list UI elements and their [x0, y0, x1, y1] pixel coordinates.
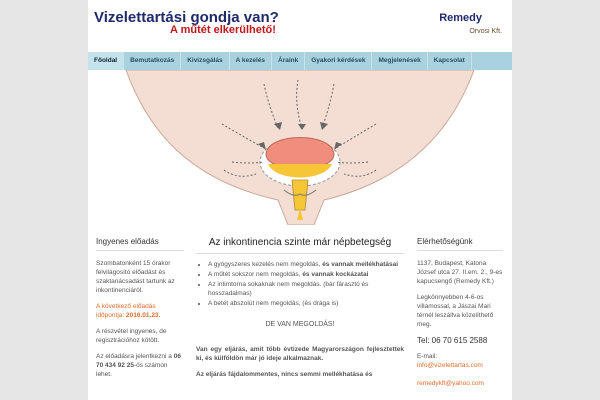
- registration-note: [96, 352, 184, 379]
- seminar-heading: Ingyenes előadás: [96, 237, 184, 251]
- registration-post: -ös számon lehet.: [96, 362, 168, 378]
- facts-list: [196, 260, 404, 308]
- bullet-text: A betét abszolút nem megoldás, (és drága is): [208, 300, 339, 307]
- nav-item-faq[interactable]: Gyakori kérdések: [305, 52, 372, 70]
- main-heading: Az inkontinencia szinte már népbetegség: [196, 237, 404, 254]
- directions: Legkönnyebben 4-6-os villamossal, a Jászai Mari térnél leszállva közelíthető meg.: [417, 294, 494, 328]
- main-content: [196, 237, 404, 385]
- solution-title: DE VAN MEGOLDÁS!: [265, 321, 335, 328]
- next-seminar: [96, 302, 184, 320]
- registration-phone: 06 70 434 92 25: [96, 353, 181, 369]
- bullet-text: A műtét sokszor nem megoldás,: [208, 271, 301, 278]
- email-block: [417, 352, 503, 388]
- main-nav: [88, 52, 512, 70]
- bullet-text: Az intimtorna sokaknak nem megoldás. (bár fárasztó és hosszadalmas): [208, 281, 369, 297]
- next-seminar-label: A következő előadás időpontja:: [96, 303, 156, 319]
- next-seminar-date: 2016.01.23.: [126, 312, 161, 319]
- bullet-strong: és vannak kockázatai: [302, 271, 369, 278]
- nav-item-about[interactable]: Bemutatkozás: [124, 52, 181, 70]
- brand-subtitle: Orvosi Kft.: [469, 28, 502, 35]
- left-sidebar: [96, 237, 184, 386]
- email-link-2[interactable]: remedykft@yahoo.com: [417, 380, 484, 387]
- contact-heading: Elérhetőségünk: [417, 237, 503, 251]
- nav-item-diagnosis[interactable]: Kivizsgálás: [181, 52, 229, 70]
- seminar-text: Szombatonként 15 órakor felvilágosító előadást és szaktanácsadást tartunk az inkontinenciáról.: [96, 260, 175, 294]
- list-item: [208, 280, 404, 298]
- list-item: [208, 270, 404, 279]
- brand-name: Remedy: [439, 12, 482, 24]
- list-item: [208, 260, 404, 269]
- site-header: [88, 0, 512, 52]
- nav-item-contact[interactable]: Kapcsolat: [428, 52, 472, 70]
- procedure-text-2: Az eljárás fájdalommentes, nincs semmi mellékhatása és: [196, 370, 373, 378]
- bullet-strong: és vannak mellékhatásai: [322, 261, 399, 268]
- phone-number[interactable]: Tel: 06 70 615 2588: [417, 336, 488, 345]
- address: 1137, Budapest, Katona József utca 27. II.em. 2., 9-es kapucsengő (Remedy Kft.): [417, 260, 503, 285]
- nav-item-home[interactable]: Főoldal: [88, 52, 124, 70]
- list-item: [208, 299, 404, 308]
- right-sidebar: [417, 237, 503, 395]
- pelvic-illustration: [88, 70, 512, 225]
- procedure-text: Van egy eljárás, amit több évtizede Magyarországon fejlesztettek ki, és külföldön már jó ideje alkalmaznak.: [196, 346, 404, 362]
- bullet-text: A gyógyszeres kezelés nem megoldás,: [208, 261, 321, 268]
- nav-item-treatment[interactable]: A kezelés: [230, 52, 272, 70]
- page: [88, 0, 512, 400]
- registration-pre: Az előadásra jelentkezni a: [96, 353, 172, 360]
- nav-item-prices[interactable]: Áraink: [272, 52, 305, 70]
- site-subtitle: A műtét elkerülhető!: [170, 24, 276, 36]
- site-title[interactable]: Vizelettartási gondja van?: [94, 9, 279, 26]
- participation-note: A részvétel ingyenes, de regisztrációhoz kötött.: [96, 328, 167, 344]
- nav-item-appearances[interactable]: Megjelenések: [372, 52, 427, 70]
- hero-illustration: [88, 70, 512, 225]
- email-label: E-mail:: [417, 353, 438, 360]
- email-link[interactable]: info@vizelettartas.com: [417, 362, 483, 369]
